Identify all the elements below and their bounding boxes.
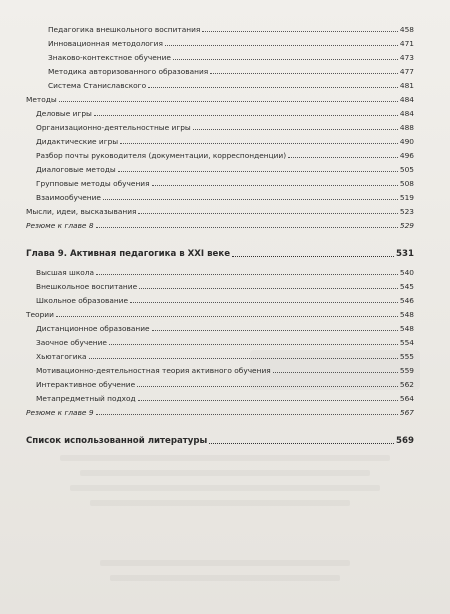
toc-entry [26, 406, 414, 417]
toc-entry-page: 567 [399, 408, 414, 417]
toc-entry [48, 23, 414, 34]
toc-entry-page: 523 [399, 207, 414, 216]
dot-leader [94, 115, 398, 116]
bleed-through-line [100, 560, 350, 566]
dot-leader [165, 45, 398, 46]
toc-entry-page: 545 [399, 282, 414, 291]
toc-entry-title: Система Станиславского [48, 81, 147, 90]
toc-entry [36, 121, 414, 132]
toc-entry-title: Инновационная методология [48, 39, 163, 48]
toc-entry-page: 490 [399, 137, 414, 146]
dot-leader [89, 358, 398, 359]
toc-entry [36, 191, 414, 202]
toc-entry-page: 562 [399, 380, 414, 389]
toc-entry-page: 496 [399, 151, 414, 160]
toc-entry [36, 163, 414, 174]
toc-entry-title: Мысли, идеи, высказывания [26, 207, 137, 216]
toc-entry [36, 107, 414, 118]
dot-leader [139, 288, 398, 289]
dot-leader [148, 87, 398, 88]
bleed-through-line [60, 455, 390, 461]
toc-entry-title: Взаимообучение [36, 193, 101, 202]
toc-entry-title: Диалоговые методы [36, 165, 116, 174]
toc-entry-page: 569 [396, 436, 414, 446]
toc-entry-title: Интерактивное обучение [36, 380, 136, 389]
toc-entry-title: Заочное обучение [36, 338, 107, 347]
toc-entry-page: 564 [399, 394, 414, 403]
toc-entry [36, 149, 414, 160]
toc-entry [36, 280, 414, 291]
toc-entry-title: Дидактические игры [36, 137, 119, 146]
toc-entry [26, 93, 414, 104]
toc-entry-page: 505 [399, 165, 414, 174]
toc-entry-title: Методика авторизованного образования [48, 67, 209, 76]
dot-leader [118, 171, 398, 172]
dot-leader [288, 157, 398, 158]
toc-entry-page: 471 [399, 39, 414, 48]
dot-leader [103, 199, 398, 200]
toc-chapter-entry [26, 247, 414, 259]
toc-entry-title: Знаково-контекстное обучение [48, 53, 171, 62]
toc-entry-page: 473 [399, 53, 414, 62]
toc-entry [48, 65, 414, 76]
toc-entry-title: Список использованной литературы [26, 436, 208, 446]
toc-entry-page: 531 [396, 249, 414, 259]
dot-leader [96, 227, 398, 228]
dot-leader [152, 330, 398, 331]
bleed-through-line [70, 485, 380, 491]
toc-entry-title: Метапредметный подход [36, 394, 136, 403]
toc-entry-title: Высшая школа [36, 268, 95, 277]
toc-entry-page: 540 [399, 268, 414, 277]
toc-entry-page: 548 [399, 324, 414, 333]
toc-entry-page: 548 [399, 310, 414, 319]
toc-entry-page: 481 [399, 81, 414, 90]
toc-entry-page: 529 [399, 221, 414, 230]
toc-entry [36, 322, 414, 333]
toc-entry [26, 308, 414, 319]
toc-entry-title: Глава 9. Активная педагогика в XXI веке [26, 249, 231, 259]
toc-entry [36, 336, 414, 347]
toc-entry [48, 51, 414, 62]
toc-entry [36, 378, 414, 389]
toc-entry-title: Резюме к главе 9 [26, 408, 94, 417]
toc-entry-page: 484 [399, 109, 414, 118]
toc-entry [26, 205, 414, 216]
toc-entry-title: Внешкольное воспитание [36, 282, 138, 291]
toc-entry-page: 488 [399, 123, 414, 132]
toc-entry [36, 364, 414, 375]
toc-entry-title: Теории [26, 310, 54, 319]
toc-entry [36, 294, 414, 305]
dot-leader [232, 256, 394, 257]
toc-entry-page: 519 [399, 193, 414, 202]
dot-leader [96, 414, 398, 415]
dot-leader [273, 372, 398, 373]
toc-entry [36, 177, 414, 188]
toc-entry-page: 484 [399, 95, 414, 104]
dot-leader [59, 101, 398, 102]
toc-entry-page: 458 [399, 25, 414, 34]
toc-entry-title: Организационно-деятельностные игры [36, 123, 191, 132]
toc-entry-page: 508 [399, 179, 414, 188]
toc-entry-page: 554 [399, 338, 414, 347]
toc-entry-page: 555 [399, 352, 414, 361]
toc-entry-title: Школьное образование [36, 296, 129, 305]
toc-entry-title: Мотивационно-деятельностная теория активного обучения [36, 366, 271, 375]
toc-entry-title: Педагогика внешкольного воспитания [48, 25, 201, 34]
bleed-through-line [80, 470, 370, 476]
dot-leader [120, 143, 398, 144]
toc-entry-title: Деловые игры [36, 109, 92, 118]
dot-leader [138, 400, 398, 401]
toc-entry-title: Разбор почты руководителя (документации, корреспонденции) [36, 151, 287, 160]
toc-entry-title: Хьютагогика [36, 352, 87, 361]
dot-leader [137, 386, 398, 387]
dot-leader [130, 302, 398, 303]
bleed-through-line [110, 575, 340, 581]
toc-chapter-entry [26, 434, 414, 446]
toc-entry [48, 79, 414, 90]
toc-entry-title: Резюме к главе 8 [26, 221, 94, 230]
toc-entry-title: Групповые методы обучения [36, 179, 150, 188]
dot-leader [173, 59, 398, 60]
toc-entry-page: 477 [399, 67, 414, 76]
toc-entry [36, 135, 414, 146]
dot-leader [210, 73, 398, 74]
toc-entry [36, 350, 414, 361]
toc-entry-title: Дистанционное образование [36, 324, 150, 333]
toc-entry-page: 559 [399, 366, 414, 375]
dot-leader [209, 443, 394, 444]
toc-entry [36, 266, 414, 277]
dot-leader [96, 274, 398, 275]
dot-leader [202, 31, 398, 32]
toc-entry-title: Методы [26, 95, 57, 104]
toc-entry [26, 219, 414, 230]
toc-entry-page: 546 [399, 296, 414, 305]
dot-leader [138, 213, 397, 214]
dot-leader [56, 316, 398, 317]
bleed-through-line [90, 500, 350, 506]
toc-entry [36, 392, 414, 403]
dot-leader [193, 129, 398, 130]
dot-leader [109, 344, 398, 345]
toc-entry [48, 37, 414, 48]
dot-leader [152, 185, 398, 186]
